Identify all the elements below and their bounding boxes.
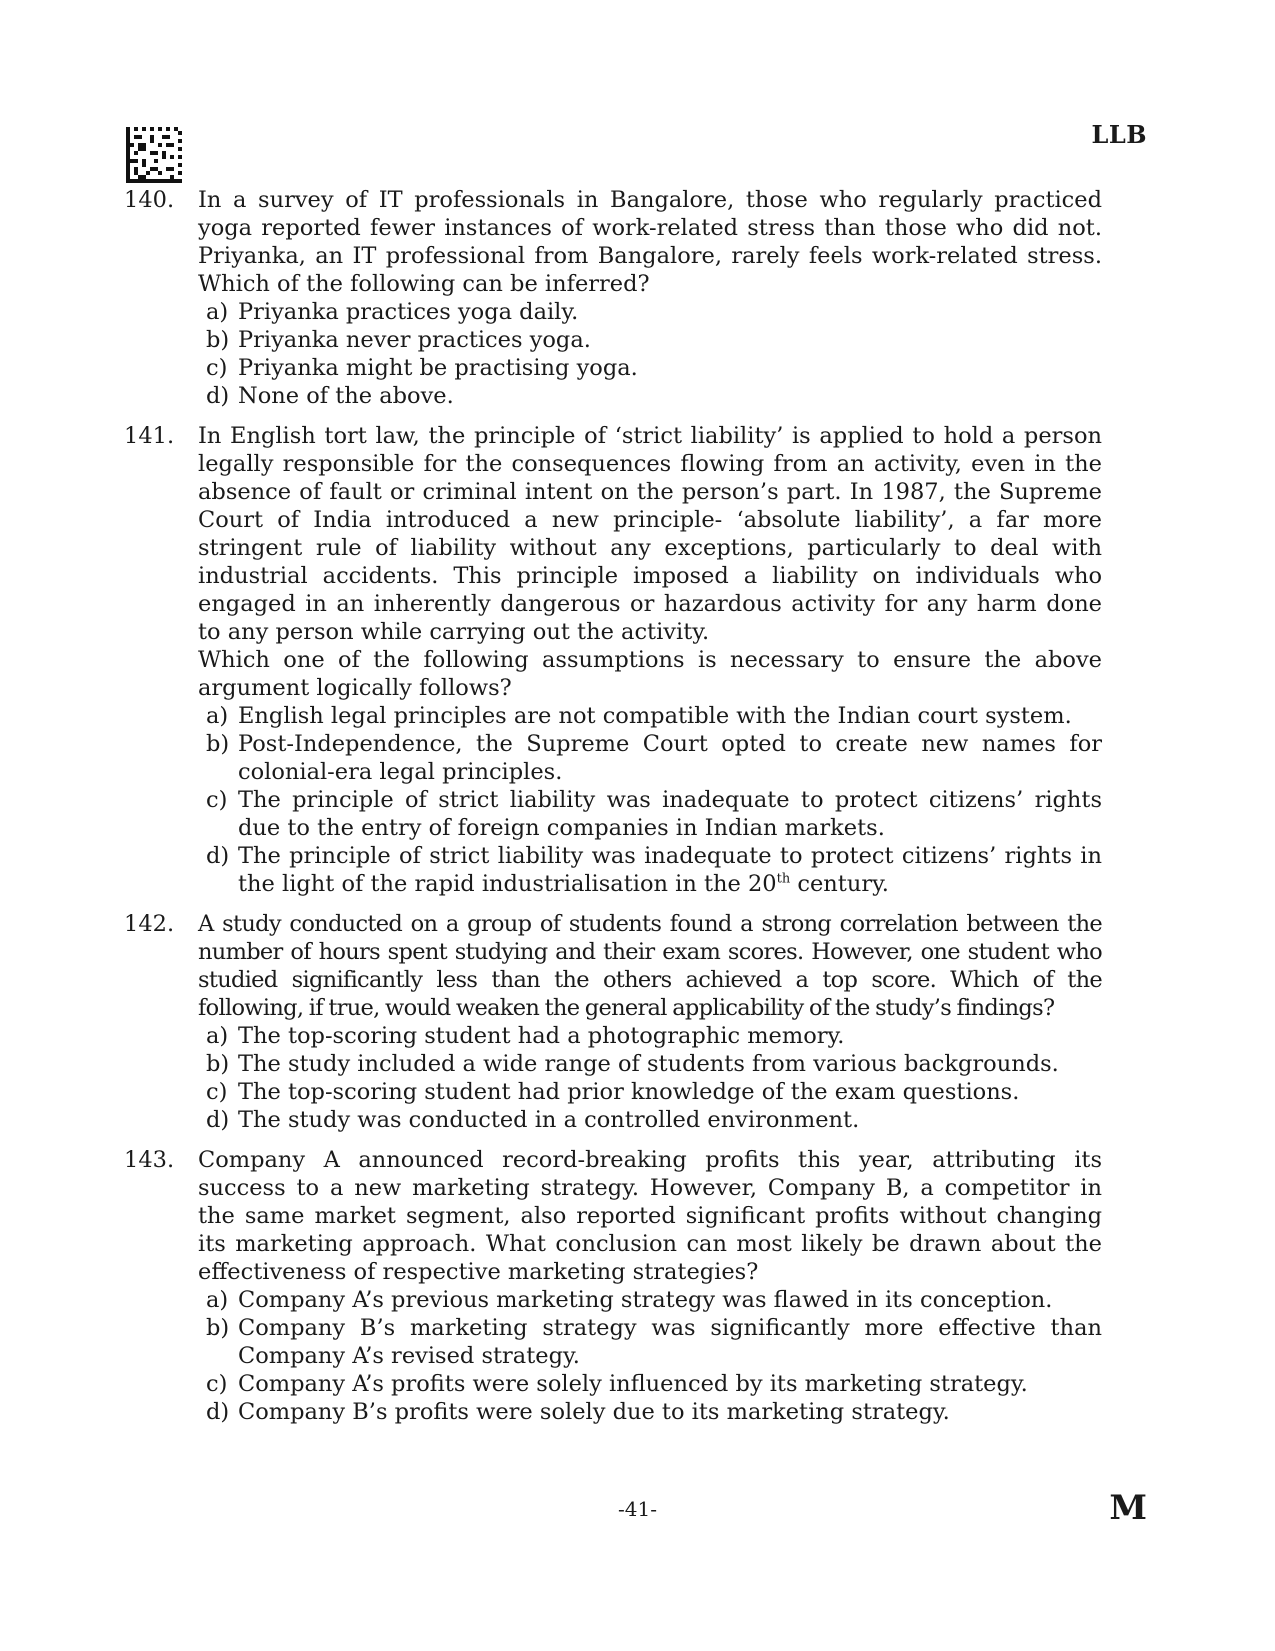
option-text: Priyanka never practices yoga. (238, 327, 591, 353)
datamatrix-code-icon (126, 127, 182, 183)
option-letter: a) (206, 299, 229, 325)
option-b (206, 326, 1102, 354)
option-text: Company B’s profits were solely due to its marketing strategy. (238, 1399, 950, 1425)
option-text: Company A’s profits were solely influenced by its marketing strategy. (238, 1371, 1028, 1397)
option-b (206, 1050, 1102, 1078)
page-number: -41- (618, 1497, 657, 1521)
option-b (206, 730, 1102, 786)
option-text: The principle of strict liability was inadequate to protect citizens’ rights due to the entry of foreign companies in Indian markets. (238, 787, 1102, 841)
option-letter: c) (206, 1079, 228, 1105)
option-letter: a) (206, 703, 229, 729)
option-text: English legal principles are not compatible with the Indian court system. (238, 703, 1072, 729)
option-list (198, 702, 1102, 898)
option-text: None of the above. (238, 383, 454, 409)
option-text-tail: century. (790, 871, 889, 897)
question-list (124, 186, 1102, 1438)
option-text: The study was conducted in a controlled environment. (238, 1107, 860, 1133)
question-142 (124, 910, 1102, 1134)
option-list (198, 298, 1102, 410)
question-body (198, 1146, 1102, 1426)
option-d (206, 842, 1102, 898)
option-b (206, 1314, 1102, 1370)
option-a (206, 1286, 1102, 1314)
option-letter: d) (206, 1107, 230, 1133)
option-letter: d) (206, 383, 230, 409)
question-body (198, 186, 1102, 410)
question-stem: In a survey of IT professionals in Bangalore, those who regularly practiced yoga reported fewer instances of work-related stress than those who did not. Priyanka, an IT professional from Bangalore, rarely feels work-related stress. Which of the following can be inferred? (198, 187, 1102, 297)
question-body (198, 422, 1102, 898)
option-c (206, 1078, 1102, 1106)
option-text: Priyanka might be practising yoga. (238, 355, 638, 381)
option-letter: d) (206, 1399, 230, 1425)
option-text: Company B’s marketing strategy was significantly more effective than Company A’s revised strategy. (238, 1315, 1102, 1369)
question-stem: In English tort law, the principle of ‘strict liability’ is applied to hold a person legally responsible for the consequences flowing from an activity, even in the absence of fault or criminal intent on the person’s part. In 1987, the Supreme Court of India introduced a new principle- ‘absolute liability’, a far more stringent rule of liability without any exceptions, particularly to deal with industrial accidents. This principle imposed a liability on individuals who engaged in an inherently dangerous or hazardous activity for any harm done to any person while carrying out the activity. (198, 423, 1102, 645)
question-body (198, 910, 1102, 1134)
option-letter: a) (206, 1023, 229, 1049)
option-text: Post-Independence, the Supreme Court opted to create new names for colonial-era legal principles. (238, 731, 1102, 785)
question-number: 140. (124, 187, 175, 213)
option-a (206, 1022, 1102, 1050)
question-prompt: Which one of the following assumptions is necessary to ensure the above argument logically follows? (198, 647, 1102, 701)
option-text: Priyanka practices yoga daily. (238, 299, 579, 325)
option-c (206, 354, 1102, 382)
question-143 (124, 1146, 1102, 1426)
option-text-main: The principle of strict liability was inadequate to protect citizens’ rights in the light of the rapid industrialisation in the 20 (238, 843, 1102, 897)
question-stem: A study conducted on a group of students found a strong correlation between the number of hours spent studying and their exam scores. However, one student who studied significantly less than the others achieved a top score. Which of the following, if true, would weaken the general applicability of the study’s findings? (198, 911, 1102, 1021)
option-d (206, 1106, 1102, 1134)
option-text: The top-scoring student had a photographic memory. (238, 1023, 845, 1049)
exam-code: LLB (1091, 120, 1147, 149)
option-d (206, 1398, 1102, 1426)
option-letter: a) (206, 1287, 229, 1313)
option-letter: c) (206, 787, 228, 813)
question-number: 141. (124, 423, 175, 449)
ordinal-suffix: th (776, 871, 791, 887)
option-letter: b) (206, 1315, 230, 1341)
option-list (198, 1022, 1102, 1134)
option-letter: c) (206, 355, 228, 381)
question-stem: Company A announced record-breaking profits this year, attributing its success to a new marketing strategy. However, Company B, a competitor in the same market segment, also reported significant profits without changing its marketing approach. What conclusion can most likely be drawn about the effectiveness of respective marketing strategies? (198, 1147, 1102, 1285)
option-letter: c) (206, 1371, 228, 1397)
question-140 (124, 186, 1102, 410)
question-number: 142. (124, 911, 175, 937)
option-letter: b) (206, 327, 230, 353)
option-a (206, 702, 1102, 730)
option-text: Company A’s previous marketing strategy was flawed in its conception. (238, 1287, 1053, 1313)
question-141 (124, 422, 1102, 898)
option-c (206, 1370, 1102, 1398)
option-text (238, 842, 1102, 898)
option-text: The top-scoring student had prior knowledge of the exam questions. (238, 1079, 1020, 1105)
option-d (206, 382, 1102, 410)
option-c (206, 786, 1102, 842)
option-letter: b) (206, 1051, 230, 1077)
question-set-code: M (1109, 1488, 1147, 1528)
question-number: 143. (124, 1147, 175, 1173)
option-a (206, 298, 1102, 326)
option-text: The study included a wide range of students from various backgrounds. (238, 1051, 1059, 1077)
option-list (198, 1286, 1102, 1426)
option-letter: d) (206, 843, 230, 869)
option-letter: b) (206, 731, 230, 757)
